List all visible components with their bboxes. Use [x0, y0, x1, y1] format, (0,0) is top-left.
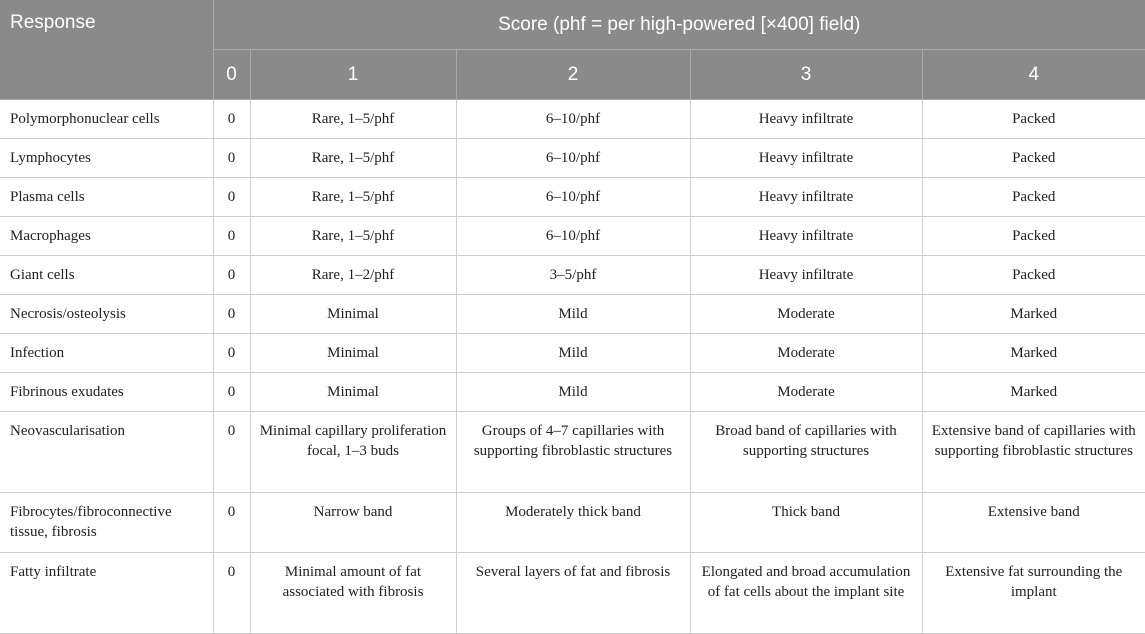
score-1-cell: Narrow band [250, 493, 456, 553]
score-2-cell: 6–10/phf [456, 217, 690, 256]
score-2-cell: Mild [456, 373, 690, 412]
table-body [0, 100, 1145, 634]
score-0-cell: 0 [213, 553, 250, 634]
score-3-cell: Heavy infiltrate [690, 217, 922, 256]
score-2-cell: Several layers of fat and fibrosis [456, 553, 690, 634]
score-4-cell: Packed [922, 256, 1145, 295]
score-0-cell: 0 [213, 493, 250, 553]
response-cell: Plasma cells [0, 178, 213, 217]
score-3-cell: Heavy infiltrate [690, 178, 922, 217]
score-1-cell: Minimal [250, 295, 456, 334]
response-cell: Infection [0, 334, 213, 373]
table-row [0, 217, 1145, 256]
score-3-cell: Heavy infiltrate [690, 256, 922, 295]
score-4-header: 4 [922, 50, 1145, 100]
score-0-cell: 0 [213, 178, 250, 217]
score-4-cell: Packed [922, 100, 1145, 139]
score-4-cell: Packed [922, 139, 1145, 178]
score-1-cell: Minimal capillary proliferation focal, 1–3 buds [250, 412, 456, 493]
score-2-cell: 6–10/phf [456, 100, 690, 139]
table-row [0, 412, 1145, 493]
score-0-cell: 0 [213, 373, 250, 412]
response-cell: Fibrocytes/fibroconnective tissue, fibrosis [0, 493, 213, 553]
response-cell: Giant cells [0, 256, 213, 295]
score-column-header: Score (phf = per high-powered [×400] field) [213, 0, 1145, 50]
score-2-cell: 3–5/phf [456, 256, 690, 295]
score-2-header: 2 [456, 50, 690, 100]
table-row [0, 178, 1145, 217]
score-3-cell: Heavy infiltrate [690, 100, 922, 139]
score-1-cell: Rare, 1–2/phf [250, 256, 456, 295]
score-3-cell: Elongated and broad accumulation of fat cells about the implant site [690, 553, 922, 634]
score-2-cell: 6–10/phf [456, 139, 690, 178]
score-3-cell: Heavy infiltrate [690, 139, 922, 178]
score-3-header: 3 [690, 50, 922, 100]
table-row [0, 139, 1145, 178]
response-cell: Neovascularisation [0, 412, 213, 493]
response-cell: Fatty infiltrate [0, 553, 213, 634]
score-0-cell: 0 [213, 256, 250, 295]
score-0-cell: 0 [213, 412, 250, 493]
score-0-cell: 0 [213, 334, 250, 373]
table-row [0, 256, 1145, 295]
score-2-cell: 6–10/phf [456, 178, 690, 217]
response-cell: Macrophages [0, 217, 213, 256]
table-row [0, 373, 1145, 412]
score-1-cell: Rare, 1–5/phf [250, 178, 456, 217]
score-0-cell: 0 [213, 139, 250, 178]
score-1-cell: Minimal amount of fat associated with fibrosis [250, 553, 456, 634]
response-cell: Fibrinous exudates [0, 373, 213, 412]
score-3-cell: Moderate [690, 334, 922, 373]
score-4-cell: Marked [922, 334, 1145, 373]
score-3-cell: Thick band [690, 493, 922, 553]
score-1-header: 1 [250, 50, 456, 100]
score-0-cell: 0 [213, 100, 250, 139]
table-row [0, 295, 1145, 334]
table-header [0, 0, 1145, 100]
score-2-cell: Mild [456, 295, 690, 334]
score-3-cell: Moderate [690, 373, 922, 412]
score-2-cell: Groups of 4–7 capillaries with supporting fibroblastic structures [456, 412, 690, 493]
score-4-cell: Packed [922, 178, 1145, 217]
table-row [0, 100, 1145, 139]
table-row [0, 553, 1145, 634]
score-4-cell: Marked [922, 295, 1145, 334]
score-4-cell: Marked [922, 373, 1145, 412]
score-1-cell: Rare, 1–5/phf [250, 100, 456, 139]
score-0-header: 0 [213, 50, 250, 100]
score-1-cell: Rare, 1–5/phf [250, 139, 456, 178]
score-2-cell: Mild [456, 334, 690, 373]
score-1-cell: Minimal [250, 334, 456, 373]
score-0-cell: 0 [213, 217, 250, 256]
score-4-cell: Extensive band [922, 493, 1145, 553]
response-cell: Lymphocytes [0, 139, 213, 178]
score-4-cell: Packed [922, 217, 1145, 256]
response-cell: Necrosis/osteolysis [0, 295, 213, 334]
score-1-cell: Rare, 1–5/phf [250, 217, 456, 256]
table-row [0, 334, 1145, 373]
score-2-cell: Moderately thick band [456, 493, 690, 553]
response-column-header: Response [0, 0, 213, 100]
score-4-cell: Extensive band of capillaries with supporting fibroblastic structures [922, 412, 1145, 493]
score-1-cell: Minimal [250, 373, 456, 412]
score-4-cell: Extensive fat surrounding the implant [922, 553, 1145, 634]
table-row [0, 493, 1145, 553]
score-3-cell: Broad band of capillaries with supporting structures [690, 412, 922, 493]
score-0-cell: 0 [213, 295, 250, 334]
response-cell: Polymorphonuclear cells [0, 100, 213, 139]
score-3-cell: Moderate [690, 295, 922, 334]
